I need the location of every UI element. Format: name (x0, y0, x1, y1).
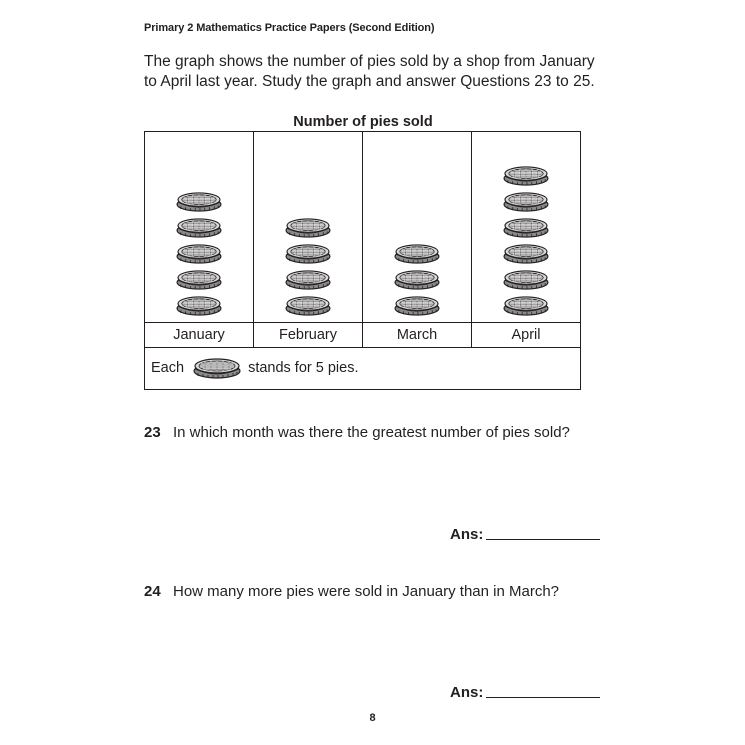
pictograph (144, 131, 581, 390)
pie-icon (502, 217, 550, 238)
pie-icon (175, 269, 223, 290)
key-prefix: Each (151, 360, 185, 376)
pie-icon (393, 243, 441, 264)
question-23 (144, 424, 570, 441)
pictograph-key (151, 348, 358, 388)
pie-icon (175, 217, 223, 238)
question-24 (144, 583, 559, 600)
column-march (363, 132, 472, 322)
pie-icon (284, 217, 332, 238)
pie-icon (175, 295, 223, 316)
question-number: 23 (144, 424, 161, 441)
column-april (472, 132, 580, 322)
label-march: March (363, 323, 472, 347)
pie-icon (175, 191, 223, 212)
pie-icon (502, 295, 550, 316)
pie-icon (192, 356, 242, 380)
pie-icon (502, 165, 550, 186)
running-head: Primary 2 Mathematics Practice Papers (Second Edition) (144, 22, 435, 34)
key-suffix: stands for 5 pies. (248, 360, 359, 376)
pie-icon (502, 269, 550, 290)
page-number: 8 (369, 712, 376, 724)
answer-label: Ans: (450, 526, 484, 543)
pie-stack (472, 160, 580, 316)
pie-icon (393, 269, 441, 290)
pie-icon (284, 295, 332, 316)
intro-text: The graph shows the number of pies sold by a shop from January to April last year. Study the graph and answer Questions 23 to 25. (144, 53, 595, 90)
answer-24 (450, 684, 600, 701)
graph-title: Number of pies sold (293, 114, 433, 130)
question-text: How many more pies were sold in January than in March? (173, 583, 560, 600)
answer-label: Ans: (450, 684, 484, 701)
answer-line[interactable] (486, 696, 600, 698)
column-january (145, 132, 254, 322)
question-number: 24 (144, 583, 161, 600)
label-february: February (254, 323, 363, 347)
pie-stack (254, 212, 362, 316)
pie-icon (393, 295, 441, 316)
question-text: In which month was there the greatest number of pies sold? (173, 424, 570, 441)
label-april: April (511, 327, 541, 343)
pie-icon (502, 191, 550, 212)
label-january: January (145, 323, 254, 347)
pie-stack (145, 186, 253, 316)
month-labels (145, 322, 580, 348)
pie-icon (284, 269, 332, 290)
pie-icon (284, 243, 332, 264)
pie-icon (502, 243, 550, 264)
column-february (254, 132, 363, 322)
answer-23 (450, 526, 600, 543)
pie-stack (363, 238, 471, 316)
pie-icon (175, 243, 223, 264)
answer-line[interactable] (486, 538, 600, 540)
pictograph-columns (145, 132, 580, 322)
